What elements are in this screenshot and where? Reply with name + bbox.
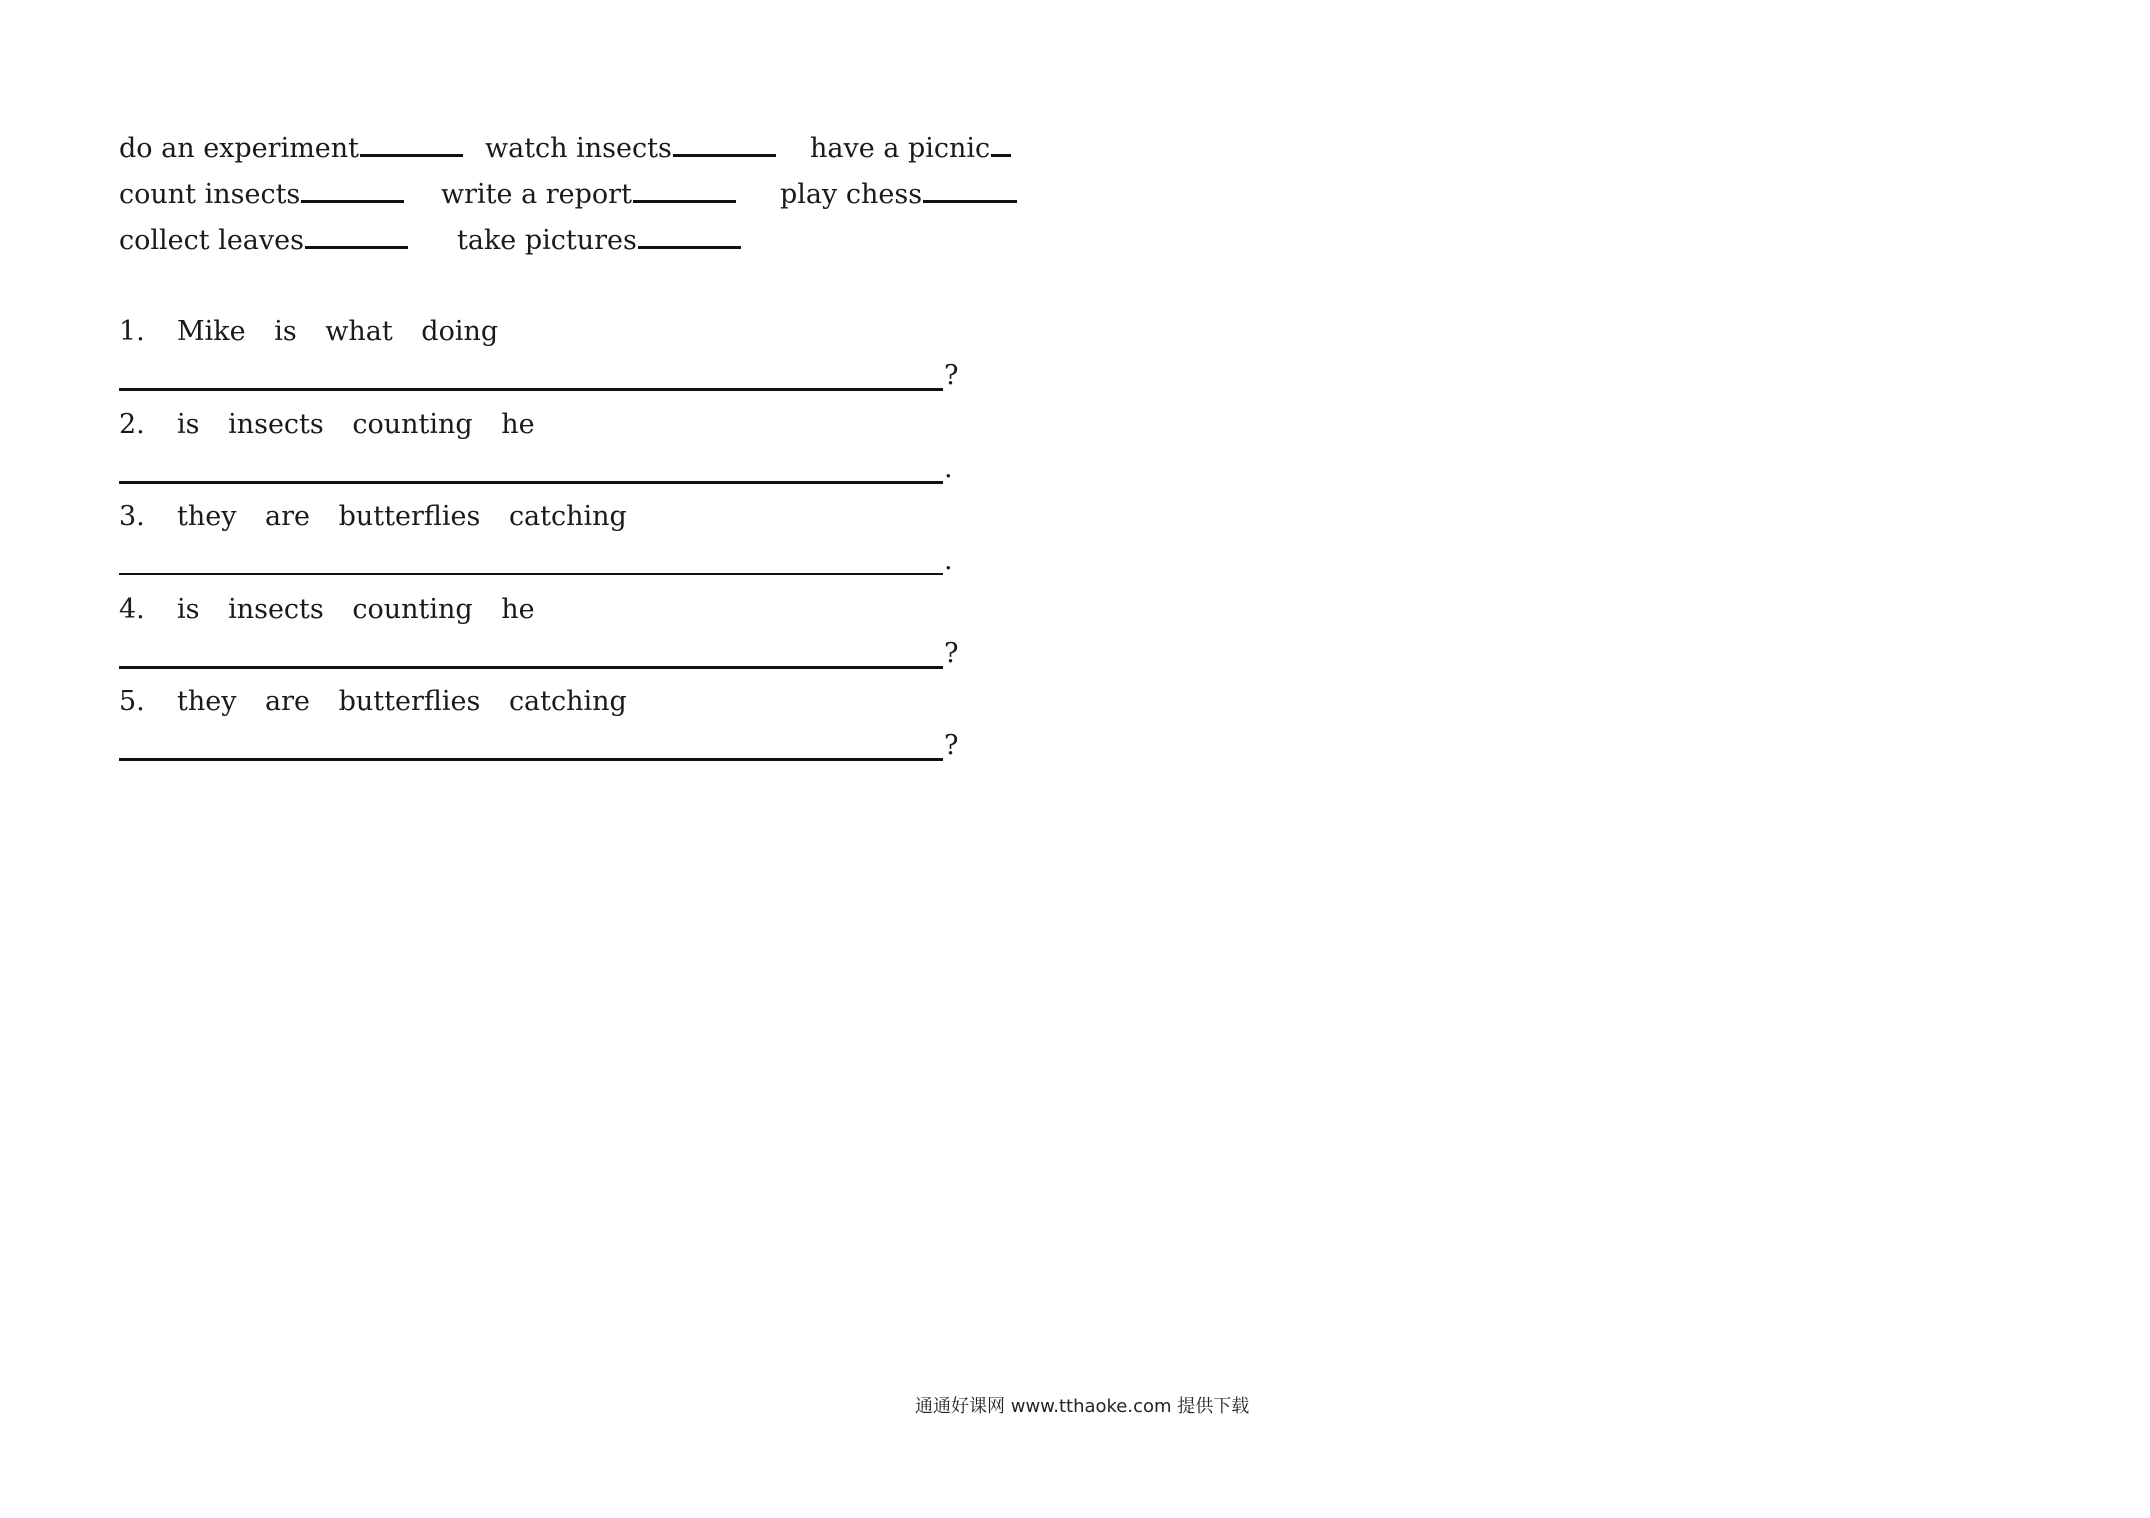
- question-number: 5.: [119, 686, 145, 717]
- phrase-row-3: [119, 216, 1019, 262]
- question-number: 3.: [119, 501, 145, 532]
- phrase-text: do an experiment: [119, 133, 360, 164]
- question-number: 2.: [119, 409, 145, 440]
- answer-line-1[interactable]: [119, 388, 943, 391]
- scrambled-words: is insects counting he: [177, 594, 535, 625]
- phrase-blank[interactable]: [923, 170, 1017, 203]
- answer-line-5[interactable]: [119, 758, 943, 761]
- end-mark: ?: [944, 638, 959, 669]
- phrase-blank[interactable]: [673, 124, 776, 157]
- phrase-blank[interactable]: [991, 124, 1011, 157]
- end-mark: .: [944, 545, 953, 576]
- phrase-text: take pictures: [457, 225, 637, 256]
- question-2: [119, 405, 1019, 445]
- scrambled-words: Mike is what doing: [177, 316, 499, 347]
- end-mark: .: [944, 453, 953, 484]
- question-number: 4.: [119, 594, 145, 625]
- phrase-row-1: [119, 124, 1019, 170]
- question-3: [119, 497, 1019, 537]
- phrase-item: [457, 216, 741, 264]
- phrase-text: watch insects: [485, 133, 672, 164]
- scrambled-words: they are butterflies catching: [177, 686, 627, 717]
- phrase-item: [780, 170, 1017, 218]
- phrase-row-2: [119, 170, 1019, 216]
- question-number: 1.: [119, 316, 145, 347]
- phrase-blank[interactable]: [360, 124, 463, 157]
- scrambled-words: they are butterflies catching: [177, 501, 627, 532]
- phrase-item: [119, 216, 408, 264]
- footer-source-note: 通通好课网 www.tthaoke.com 提供下载: [915, 1396, 1250, 1417]
- phrase-blank[interactable]: [305, 216, 408, 249]
- phrase-blank[interactable]: [301, 170, 404, 203]
- phrase-text: play chess: [780, 179, 923, 210]
- scrambled-words: is insects counting he: [177, 409, 535, 440]
- phrase-item: [441, 170, 736, 218]
- phrase-blank[interactable]: [633, 170, 736, 203]
- phrase-text: write a report: [441, 179, 632, 210]
- end-mark: ?: [944, 360, 959, 391]
- question-1: [119, 312, 1019, 352]
- answer-line-2[interactable]: [119, 481, 943, 484]
- answer-line-3[interactable]: [119, 573, 943, 575]
- phrase-item: [485, 124, 776, 172]
- phrase-item: [119, 124, 463, 172]
- question-4: [119, 590, 1019, 630]
- phrase-item: [119, 170, 404, 218]
- phrase-text: have a picnic: [810, 133, 991, 164]
- phrase-text: count insects: [119, 179, 301, 210]
- phrase-blank[interactable]: [638, 216, 741, 249]
- answer-line-4[interactable]: [119, 666, 943, 669]
- phrase-text: collect leaves: [119, 225, 304, 256]
- question-5: [119, 682, 1019, 722]
- end-mark: ?: [944, 730, 959, 761]
- phrase-item: [810, 124, 1011, 172]
